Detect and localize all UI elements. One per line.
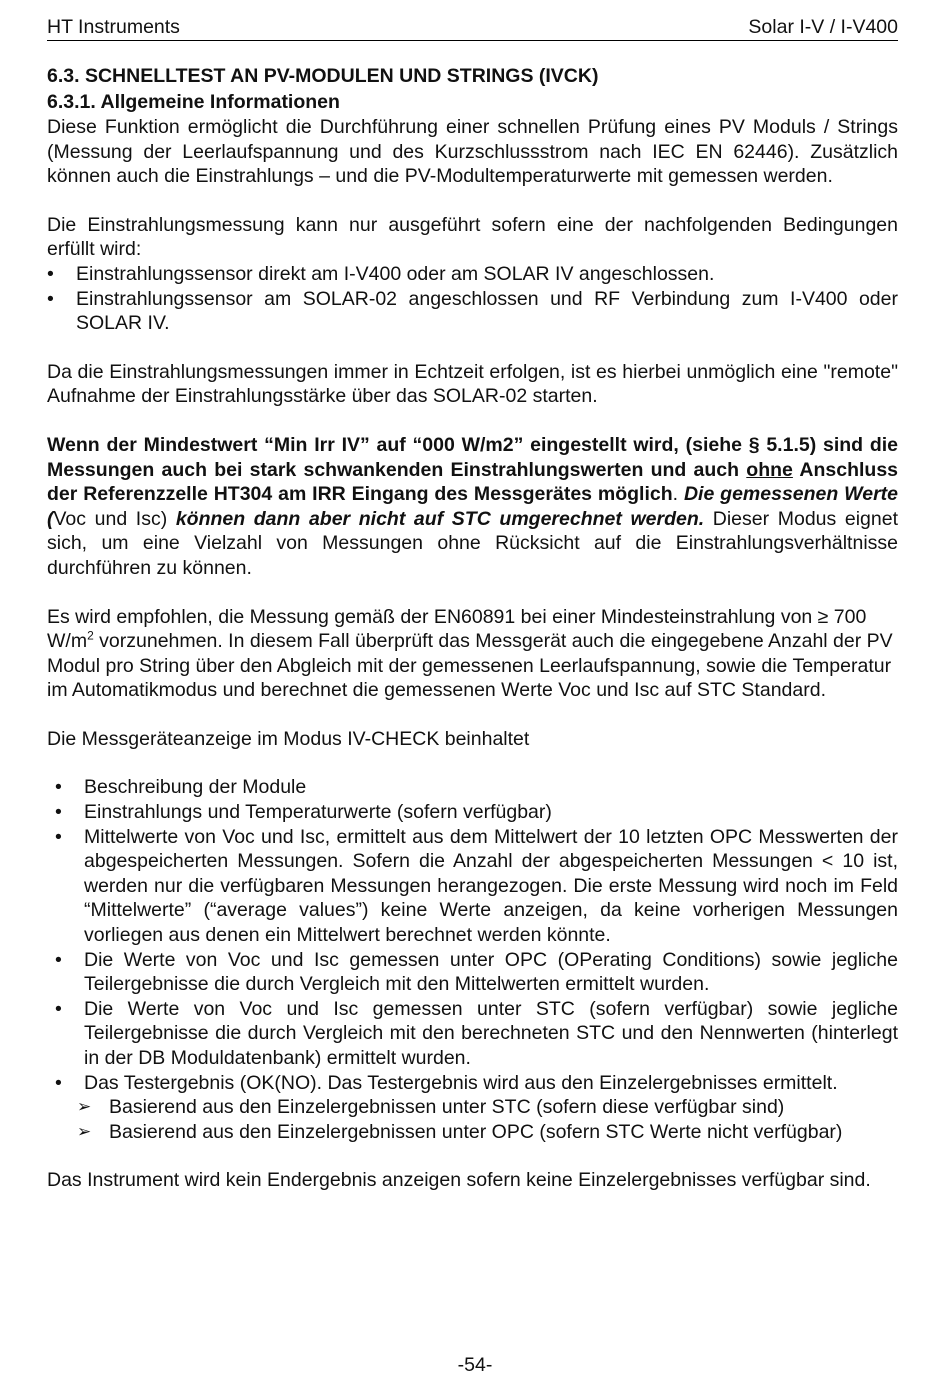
page-header [47,14,898,41]
list-item: • Beschreibung der Module [47,775,898,800]
list-item: • Mittelwerte von Voc und Isc, ermittelt aus dem Mittelwert der 10 letzten OPC Messwerten der abgespeicherten Messungen. Sofern die Anzahl der abgespeicherten Messungen < 10 ist, werden nur die verfügbaren Messungen herangezogen. Die erste Messung wird noch im Feld “Mittelwerte” (“average values”) keine Werte anzeigen, da keine vorherigen Messungen vorliegen aus denen ein Mittelwert berechnet werden könnte. [47,825,898,948]
list-item: • Einstrahlungssensor am SOLAR-02 angeschlossen und RF Verbindung zum I-V400 oder SOLAR IV. [47,287,898,336]
list-item: • Einstrahlungssensor direkt am I-V400 oder am SOLAR IV angeschlossen. [47,262,898,287]
list-item: • Die Werte von Voc und Isc gemessen unter STC (sofern verfügbar) sowie jegliche Teilergebnisse die durch Vergleich mit den berechneten STC und den Nennwerten (hinterlegt in der DB Moduldatenbank) ermittelt wurden. [47,997,898,1071]
recommendation-paragraph [47,605,898,703]
underlined-text: ohne [746,458,793,481]
plain-text: vorzunehmen. In diesem Fall überprüft das Messgerät auch die eingegebene Anzahl der PV Modul pro String über den Abgleich mit der gemessenen Leerlaufspannung, sowie die Temperatur im Automatikmodus und berechnet die gemessenen Werte Voc und Isc auf STC Standard. [47,630,893,702]
bold-italic-text: Die gemessenen Werte ( [47,483,899,530]
section-title: 6.3. SCHNELLTEST AN PV-MODULEN UND STRINGS (IVCK) [47,65,599,87]
display-intro-paragraph: Die Messgeräteanzeige im Modus IV-CHECK beinhaltet [47,727,530,750]
superscript: 2 [87,628,94,643]
list-item: • Einstrahlungs und Temperaturwerte (sofern verfügbar) [47,800,898,825]
list-item: • Das Testergebnis (OK(NO). Das Testergebnis wird aus den Einzelergebnisses ermittelt. [47,1071,898,1096]
header-left: HT Instruments [47,16,180,38]
plain-text: . [672,483,684,506]
conditions-list [47,262,898,336]
conditions-paragraph: Die Einstrahlungsmessung kann nur ausgeführt sofern eine der nachfolgenden Bedingungen erfüllt wird: [47,213,898,261]
result-basis-list [77,1095,898,1144]
intro-paragraph: Diese Funktion ermöglicht die Durchführung einer schnellen Prüfung eines PV Moduls / Strings (Messung der Leerlaufspannung und des Kurzschlussstrom nach IEC EN 62446). Zusätzlich können auch die Einstrahlungs – und die PV-Modultemperaturwerte mit gemessen werden. [47,116,898,188]
final-paragraph: Das Instrument wird kein Endergebnis anzeigen sofern keine Einzelergebnisses verfügbar sind. [47,1169,871,1192]
bold-italic-text: können dann aber nicht auf STC umgerechnet werden. [175,507,705,530]
bold-text: Wenn der Mindestwert “Min Irr IV” auf “000 W/m2” eingestellt wird, (siehe § 5.1.5) sind die Messungen auch bei stark schwankenden Einstrahlungswerten und auch [47,433,898,481]
header-right: Solar I-V / I-V400 [748,16,898,38]
section-subtitle: 6.3.1. Allgemeine Informationen [47,91,340,113]
min-irr-paragraph [47,433,898,581]
bold-text: Anschluss der Referenzzelle HT304 am IRR Eingang des Messgerätes möglich [47,458,899,506]
page-number: -54- [457,1354,493,1376]
realtime-paragraph: Da die Einstrahlungsmessungen immer in Echtzeit erfolgen, ist es hierbei unmöglich eine "remote" Aufnahme der Einstrahlungsstärke über das SOLAR-02 starten. [47,360,898,408]
plain-text: Voc und Isc) [53,507,176,530]
display-items-list [47,775,898,1095]
list-item: ➢ Basierend aus den Einzelergebnissen unter OPC (sofern STC Werte nicht verfügbar) [77,1120,898,1145]
plain-text: Dieser Modus eignet sich, um eine Vielzahl von Messungen ohne Rücksicht auf die Einstrahlungsverhältnisse durchführen zu können. [47,507,898,579]
list-item: ➢ Basierend aus den Einzelergebnissen unter STC (sofern diese verfügbar sind) [77,1095,898,1120]
list-item: • Die Werte von Voc und Isc gemessen unter OPC (OPerating Conditions) sowie jegliche Teilergebnisse die durch Vergleich mit den Mittelwerten ermittelt wurden. [47,948,898,997]
document-page [47,14,898,1193]
plain-text: Es wird empfohlen, die Messung gemäß der EN60891 bei einer Mindesteinstrahlung von ≥ 700 W/m [47,605,867,653]
